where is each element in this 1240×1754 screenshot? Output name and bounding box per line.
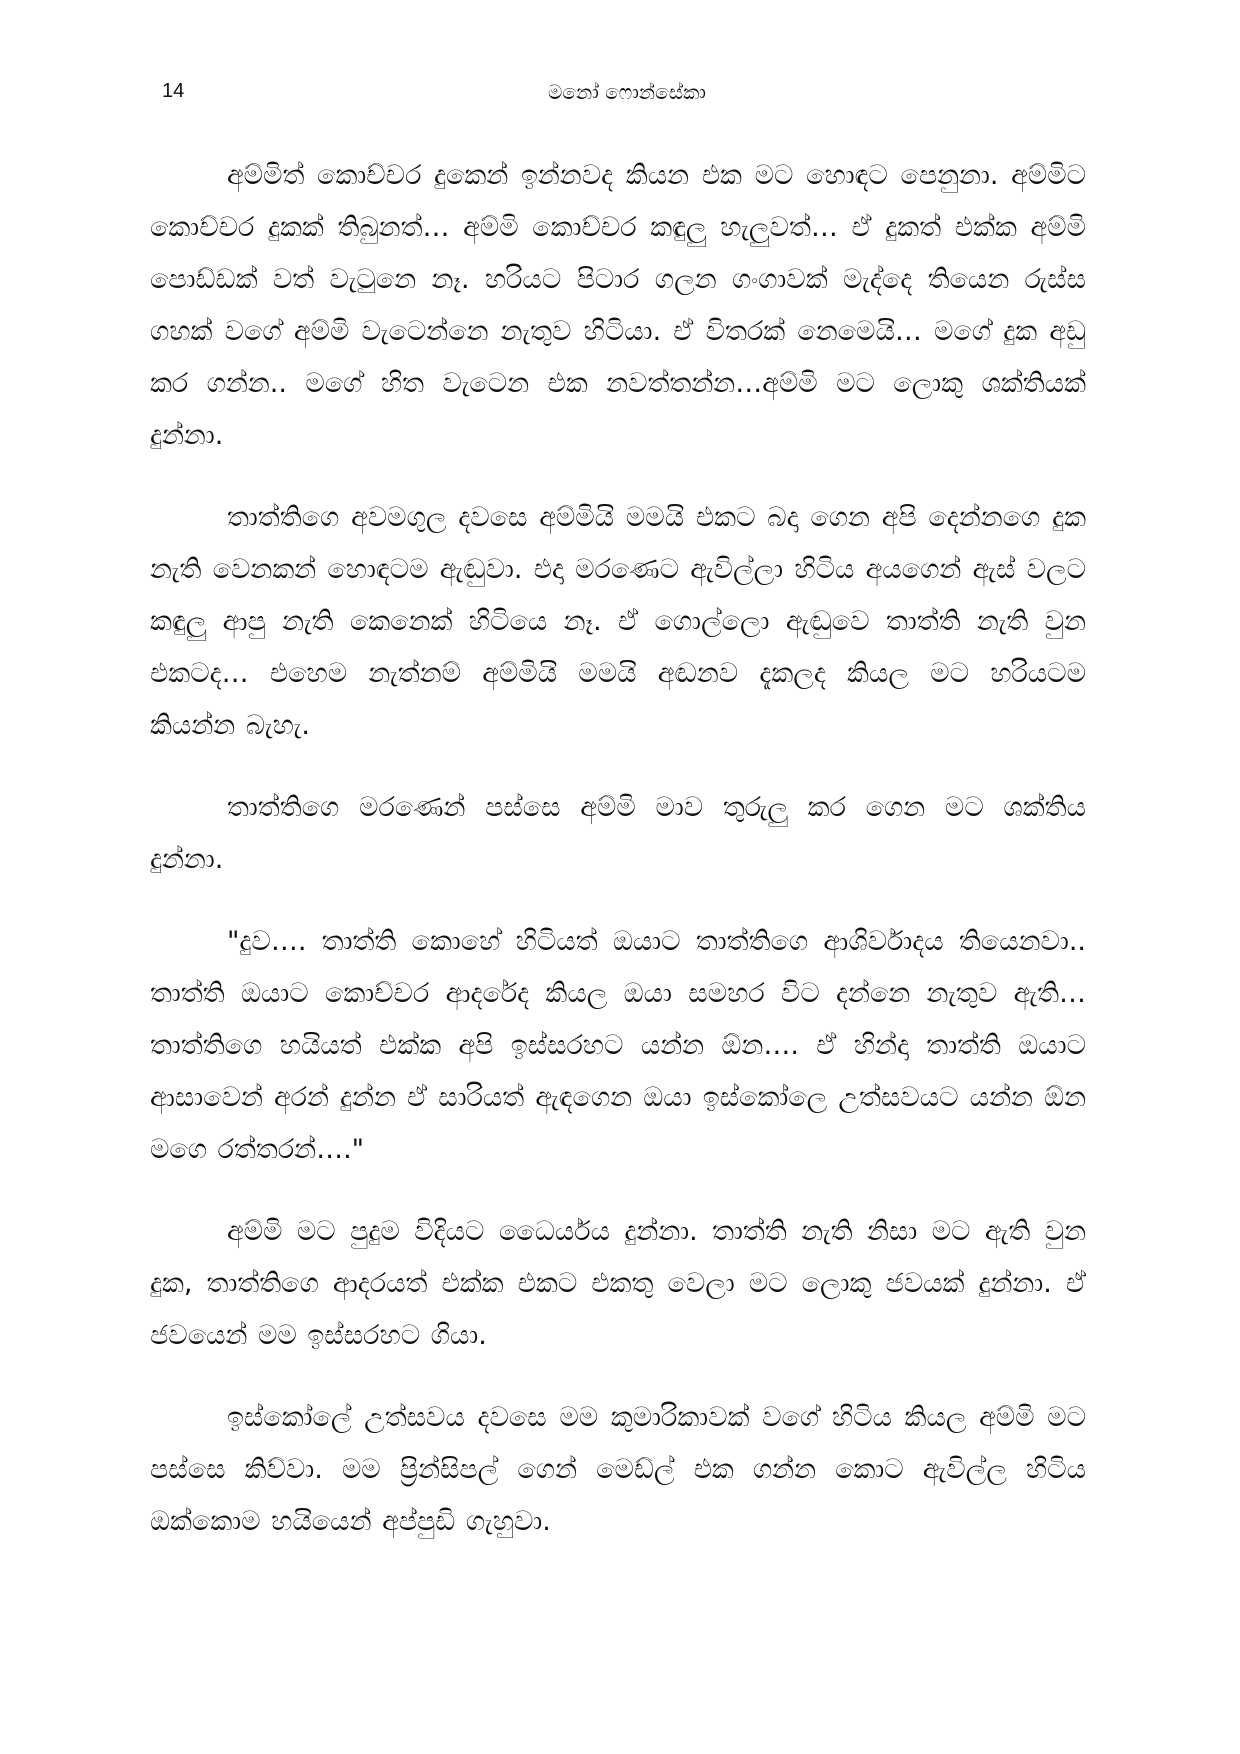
body-text — [150, 150, 1086, 1578]
paragraph: ඉස්කෝලේ උත්සවය දවසෙ මම කුමාරිකාවක් වගේ හිටිය කියල අම්මි මට පස්සෙ කිව්වා. මම ප්‍රින්සිපල් ගෙන් මෙඩ්ල් එක ගන්න කොට ඇවිල්ල හිටිය ඔක්කොම හයියෙන් අප්පුඩි ගැහුවා. — [150, 1402, 1086, 1537]
page-number: 14 — [162, 80, 185, 102]
running-title: මනෝ ෆොන්සේකා — [548, 80, 706, 104]
paragraph: තාත්තිගෙ මරණෙන් පස්සෙ අම්මි මාව තුරුලු කර ගෙන මට ශක්තිය දුන්නා. — [150, 792, 1086, 875]
page-header — [162, 80, 1092, 120]
paragraph: "දුව…. තාත්ති කොහේ හිටියත් ඔයාට තාත්තිගෙ ආශිර්වාදය තියෙනවා.. තාත්ති ඔයාට කොච්චර ආදරේද කියල ඔයා සමහර විට දන්නෙ නැතුව ඇති… තාත්තිගෙ හයියත් එක්ක අපි ඉස්සරහට යන්න ඕන…. ඒ හින්දා තාත්ති ඔයාට ආසාවෙන් අරන් දුන්න ඒ සාරියත් ඇඳගෙන ඔයා ඉස්කෝලෙ උත්සවයට යන්න ඕන මගෙ රත්තරන්…." — [150, 926, 1086, 1165]
paragraph: අම්මිත් කොච්චර දුකෙන් ඉන්නවද කියන එක මට හොඳට පෙනුනා. අම්මිට කොච්චර දුකක් තිබුනත්… අම්මි කොච්චර කඳුලු හැලුවත්… ඒ දුකත් එක්ක අම්මි පොඩ්ඩක් වත් වැටුනෙ නෑ. හරියට පිටාර ගලන ගංගාවක් මැද්දෙ තියෙන රුස්ස ගහක් වගේ අම්මි වැටෙන්නෙ නැතුව හිටියා. ඒ විතරක් නෙමෙයි… මගේ දුක අඩු කර ගන්න.. මගේ හිත වැටෙන එක නවත්තන්න…අම්මි මට ලොකු ශක්තියක් දුන්නා. — [150, 160, 1086, 451]
paragraph: තාත්තිගෙ අවමගුල දවසෙ අම්මියි මමයි එකට බදා ගෙන අපි දෙන්නගෙ දුක නැති වෙනකන් හොඳටම ඇඬුවා. එදා මරණෙට ඇවිල්ලා හිටිය අයගෙන් ඇස් වලට කඳුලු ආපු නැති කෙනෙක් හිටියෙ නෑ. ඒ ගොල්ලො ඇඬුවෙ තාත්ති නැති වුන එකටද… එහෙම නැත්නම් අම්මියි මමයි අඬනව දැකලද කියල මට හරියටම කියන්න බැහැ. — [150, 502, 1086, 741]
paragraph: අම්මි මට පුදුම විදියට ධෛර්යය දුන්නා. තාත්ති නැති නිසා මට ඇති වුන දුක, තාත්තිගෙ ආදරයත් එක්ක එකට එකතු වෙලා මට ලොකු ජවයක් දුන්නා. ඒ ජවයෙන් මම ඉස්සරහට ගියා. — [150, 1216, 1086, 1351]
